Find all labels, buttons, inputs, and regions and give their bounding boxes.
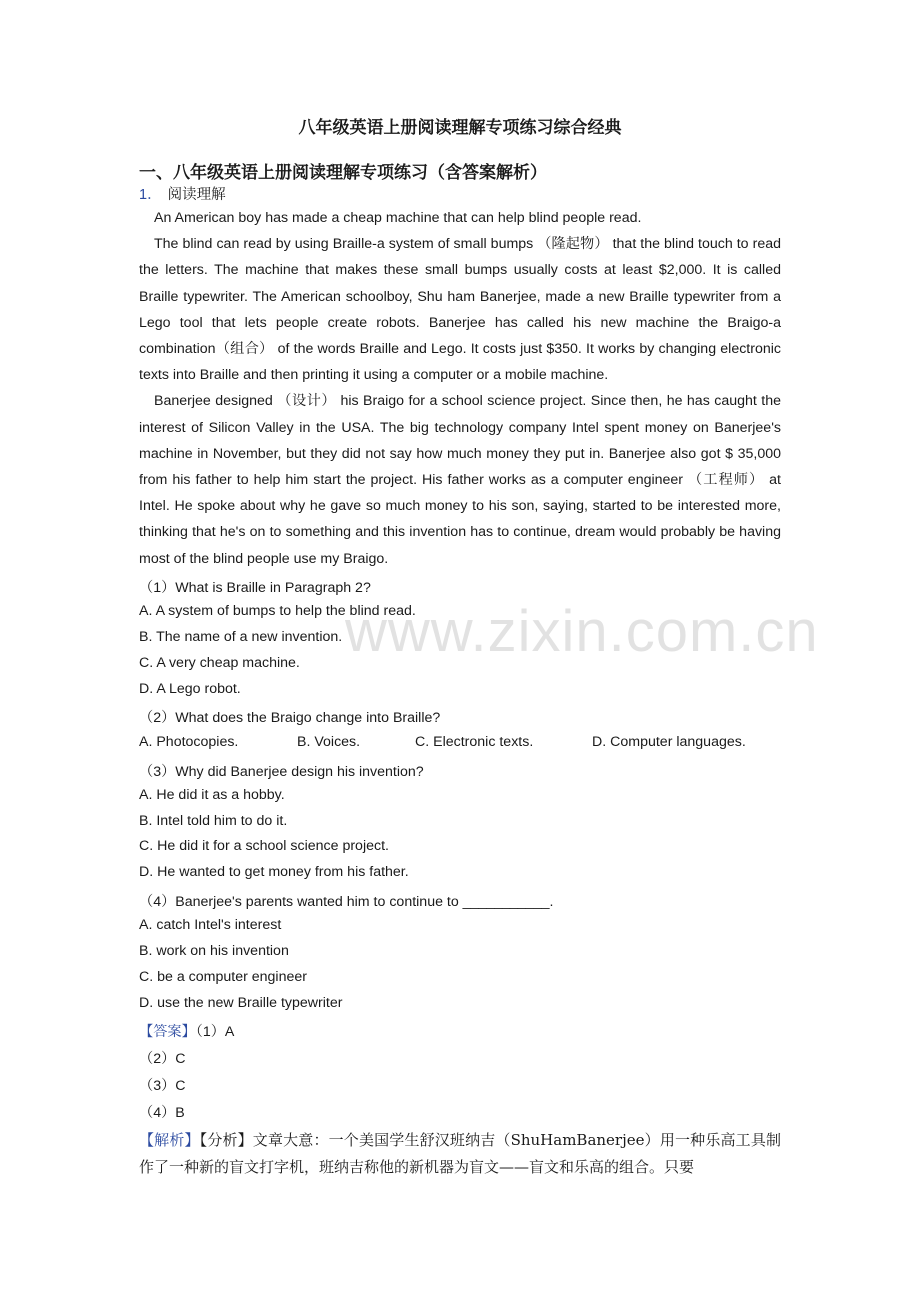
answer-tag: 【答案】 — [139, 1024, 196, 1040]
section-heading: 一、八年级英语上册阅读理解专项练习（含答案解析） — [139, 163, 547, 183]
passage-paragraph-1: An American boy has made a cheap machine that can help blind people read. — [154, 210, 642, 226]
question-4-stem: （4）Banerjee's parents wanted him to continue to ___________. — [139, 894, 554, 910]
question-2-option-a: A. Photocopies. — [139, 734, 239, 750]
question-3-option-c: C. He did it for a school science project. — [139, 838, 389, 854]
question-1-option-d: D. A Lego robot. — [139, 681, 241, 697]
answer-1: （1）A — [195, 1024, 235, 1040]
passage-paragraph-2: The blind can read by using Braille-a system of small bumps （隆起物） that the blind touch to read the letters. The machine that makes these small bumps usually costs at least $2,000. It is called Braille typewriter. The American schoolboy, Shu ham Banerjee, made a new Braille typewriter from a Lego tool that lets people create robots. Banerjee has called his new machine the Braigo-a combination（组合） of the words Braille and Lego. It costs just $350. It works by changing electronic texts into Braille and then printing it using a computer or a mobile machine. — [139, 236, 781, 384]
answer-3: （3）C — [139, 1078, 186, 1094]
answer-4: （4）B — [139, 1105, 185, 1121]
question-3-option-d: D. He wanted to get money from his father. — [139, 864, 409, 880]
question-number: 1． — [139, 187, 162, 203]
question-3-stem: （3）Why did Banerjee design his invention? — [139, 764, 424, 780]
question-1-option-b: B. The name of a new invention. — [139, 629, 343, 645]
question-4-option-c: C. be a computer engineer — [139, 969, 307, 985]
question-4-option-b: B. work on his invention — [139, 943, 289, 959]
question-3-option-a: A. He did it as a hobby. — [139, 787, 285, 803]
question-2-option-c: C. Electronic texts. — [415, 734, 534, 750]
question-2-stem: （2）What does the Braigo change into Braille? — [139, 710, 441, 726]
answer-2: （2）C — [139, 1051, 186, 1067]
watermark: www.zixin.com.cn — [345, 599, 819, 664]
question-2-option-b: B. Voices. — [297, 734, 361, 750]
question-header — [139, 183, 226, 204]
question-2-option-d: D. Computer languages. — [592, 734, 746, 750]
answer-line-1 — [139, 1021, 234, 1041]
analysis-block — [139, 1127, 781, 1181]
question-4-option-d: D. use the new Braille typewriter — [139, 995, 343, 1011]
reading-passage — [139, 205, 781, 572]
analysis-tag: 【解析】 — [139, 1131, 200, 1149]
question-label: 阅读理解 — [167, 187, 226, 203]
document-title: 八年级英语上册阅读理解专项练习综合经典 — [298, 118, 622, 138]
passage-paragraph-3: Banerjee designed （设计） his Braigo for a school science project. Since then, he has caught the interest of Silicon Valley in the USA. The big technology company Intel spent money on Banerjee's machine in November, but they did not say how much money they put in. Banerjee also got $ 35,000 from his father to help him start the project. His father works as a computer engineer （工程师） at Intel. He spoke about why he gave so much money to his son, saying, started to be interested more, thinking that he's on to something and this invention has to continue, dream would probably be having most of the blind people use my Braigo. — [139, 393, 781, 567]
question-1-stem: （1）What is Braille in Paragraph 2? — [139, 580, 371, 596]
analysis-text: 【分析】文章大意：一个美国学生舒汉班纳吉（ShuHamBanerjee）用一种乐高工具制作了一种新的盲文打字机，班纳吉称他的新机器为盲文——盲文和乐高的组合。只要 — [139, 1131, 781, 1176]
question-4-option-a: A. catch Intel's interest — [139, 917, 282, 933]
question-1-option-a: A. A system of bumps to help the blind read. — [139, 603, 416, 619]
question-1-option-c: C. A very cheap machine. — [139, 655, 300, 671]
question-3-option-b: B. Intel told him to do it. — [139, 813, 288, 829]
